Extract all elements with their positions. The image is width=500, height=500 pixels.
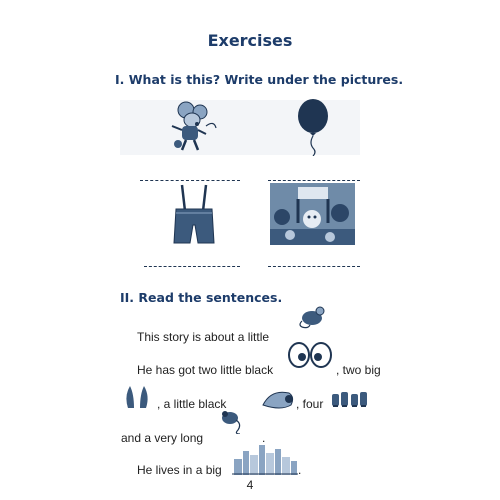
mouse-picture xyxy=(160,96,220,156)
mouse-icon xyxy=(160,96,220,156)
sentence-4-end: . xyxy=(262,431,266,445)
mouse-picture-small xyxy=(298,303,330,329)
sentence-5-end: . xyxy=(298,463,302,477)
sentence-2: He has got two little black xyxy=(137,363,274,377)
sentence-4: and a very long xyxy=(121,431,204,445)
nose-icon xyxy=(261,385,297,413)
paws-icon xyxy=(331,388,369,410)
eyes-icon xyxy=(287,341,333,369)
section-1-heading: I. What is this? Write under the pictures. xyxy=(115,72,404,87)
city-icon xyxy=(232,441,298,475)
mouse-icon xyxy=(298,303,330,329)
tail-picture xyxy=(218,408,246,434)
tail-icon xyxy=(218,408,246,434)
sentence-3b: , four xyxy=(296,397,324,411)
ears-picture xyxy=(124,382,150,412)
balloon-picture xyxy=(288,96,338,156)
sentence-5: He lives in a big xyxy=(137,463,222,477)
page-title: Exercises xyxy=(207,31,293,50)
city-picture xyxy=(232,441,298,475)
answer-line-2[interactable] xyxy=(268,180,360,181)
nose-picture xyxy=(261,385,297,413)
sentence-2-end: , two big xyxy=(336,363,381,377)
eyes-picture xyxy=(287,341,333,369)
page-number: 4 xyxy=(246,478,254,492)
zoo-icon xyxy=(270,183,355,245)
balloon-icon xyxy=(288,96,338,156)
section-2-heading: II. Read the sentences. xyxy=(120,290,283,305)
sentence-1: This story is about a little xyxy=(137,330,270,344)
shorts-icon xyxy=(168,183,220,247)
paws-picture xyxy=(331,388,369,410)
zoo-picture xyxy=(270,183,355,245)
answer-line-4[interactable] xyxy=(268,266,360,267)
ears-icon xyxy=(124,382,150,412)
answer-line-3[interactable] xyxy=(144,266,240,267)
sentence-3a: , a little black xyxy=(157,397,227,411)
answer-line-1[interactable] xyxy=(140,180,240,181)
shorts-picture xyxy=(168,183,220,247)
